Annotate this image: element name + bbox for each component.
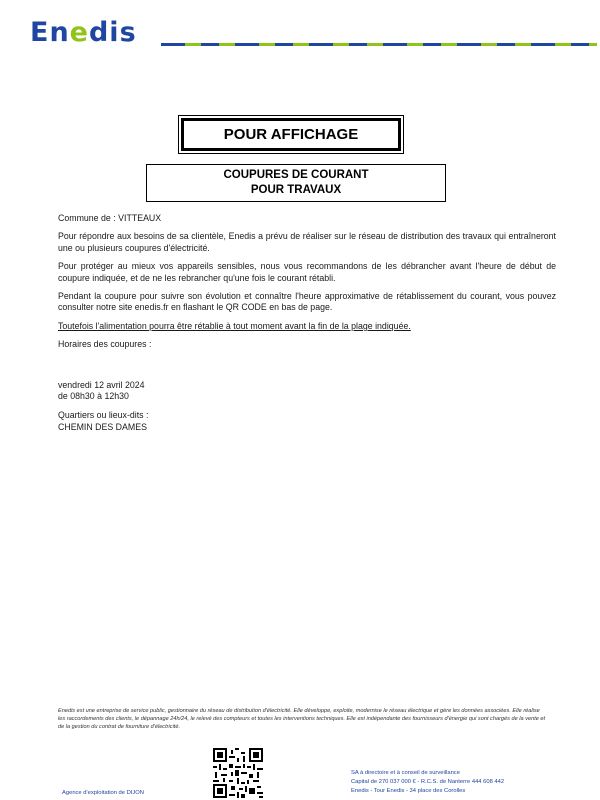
paragraph-1: Pour répondre aux besoins de sa clientèle, Enedis a prévu de réaliser sur le réseau de distribution des travaux qui entraîneront une ou plusieurs coupures d'électricité.: [58, 231, 556, 253]
outage-time: de 08h30 à 12h30: [58, 391, 129, 402]
corp-line-2: Capital de 270 037 000 € - R.C.S. de Nanterre 444 608 442: [351, 779, 505, 785]
corp-line-1: SA à directoire et à conseil de surveillance: [351, 770, 460, 776]
notice-subtitle: [146, 164, 446, 202]
agency-label: Agence d'exploitation de DIJON: [62, 790, 144, 796]
quartiers-label: Quartiers ou lieux-dits :: [58, 410, 149, 421]
notice-body: [58, 213, 556, 433]
subtitle-line-1: COUPURES DE COURANT: [223, 169, 369, 181]
corp-line-3: Enedis - Tour Enedis - 34 place des Corolles: [351, 788, 466, 794]
commune: Commune de : VITTEAUX: [58, 213, 162, 223]
quartier-value: CHEMIN DES DAMES: [58, 421, 147, 432]
outage-date: vendredi 12 avril 2024: [58, 379, 145, 390]
enedis-logo: [30, 19, 137, 46]
subtitle-line-2: POUR TRAVAUX: [250, 184, 342, 196]
paragraph-4: Toutefois l'alimentation pourra être rétablie à tout moment avant la fin de la plage indiquée.: [58, 320, 411, 331]
qr-code-icon[interactable]: [213, 748, 263, 798]
notice-title: POUR AFFICHAGE: [181, 118, 401, 151]
corporate-info: [351, 769, 504, 796]
header-stripe: [161, 43, 597, 46]
horaires-label: Horaires des coupures :: [58, 339, 152, 350]
logo-text: Enedis: [30, 17, 137, 48]
legal-notice: Enedis est une entreprise de service public, gestionnaire du réseau de distribution d'électricité. Elle développe, exploite, modernise le réseau électrique et gère les données associées. Elle réalise les raccordements des clients, le dépannage 24h/24, le relevé des compteurs et toutes les interventions techniques. Elle est indépendante des fournisseurs d'énergie qui sont chargés de la vente et de la gestion du contrat de fourniture d'électricité.: [58, 708, 546, 730]
paragraph-3: Pendant la coupure pour suivre son évolution et connaître l'heure approximative de rétablissement du courant, vous pouvez consulter notre site enedis.fr en flashant le QR CODE en bas de page.: [58, 291, 556, 313]
paragraph-2: Pour protéger au mieux vos appareils sensibles, nous vous recommandons de les débrancher avant l'heure de début de coupure indiquée, et de ne les rebrancher qu'une fois le courant rétabli.: [58, 261, 556, 283]
